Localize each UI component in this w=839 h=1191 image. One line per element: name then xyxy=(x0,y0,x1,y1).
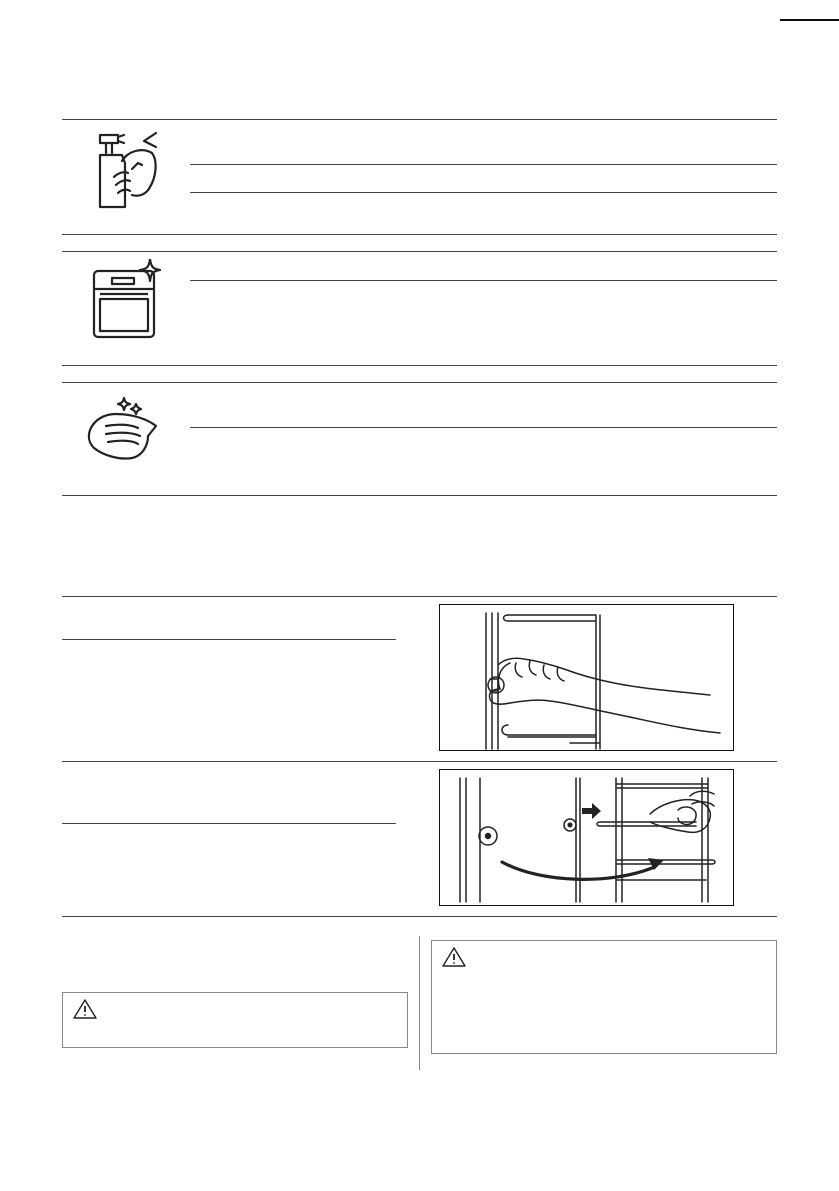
section-rule-1-top xyxy=(62,119,777,120)
step-2-bottom-rule xyxy=(62,916,777,917)
column-divider xyxy=(419,936,420,1070)
cleaning-row-divider-1 xyxy=(190,164,777,165)
section-rule-1-bottom xyxy=(62,234,777,235)
shelf-support-install-illustration xyxy=(439,769,734,906)
warning-box-left xyxy=(62,992,408,1048)
step-1-heading-underline xyxy=(62,639,396,640)
top-corner-mark xyxy=(780,19,839,21)
warning-box-right xyxy=(431,940,777,1054)
section-rule-2-top xyxy=(62,251,777,252)
accessories-row-divider xyxy=(190,427,777,428)
warning-triangle-icon xyxy=(73,999,97,1024)
shelf-support-pull-illustration xyxy=(439,604,734,751)
spray-bottle-cloth-icon xyxy=(92,125,164,211)
step-1-top-rule xyxy=(62,596,777,597)
oven-sparkle-icon xyxy=(92,259,164,343)
hand-cloth-sparkle-icon xyxy=(84,394,164,464)
step-2-heading-underline xyxy=(62,823,396,824)
cleaning-row-divider-2 xyxy=(190,192,777,193)
everyday-row-divider xyxy=(190,280,777,281)
warning-triangle-icon xyxy=(442,947,466,972)
section-rule-3-bottom xyxy=(62,495,777,496)
section-rule-3-top xyxy=(62,382,777,383)
section-rule-2-bottom xyxy=(62,365,777,366)
step-2-top-rule xyxy=(62,761,777,762)
